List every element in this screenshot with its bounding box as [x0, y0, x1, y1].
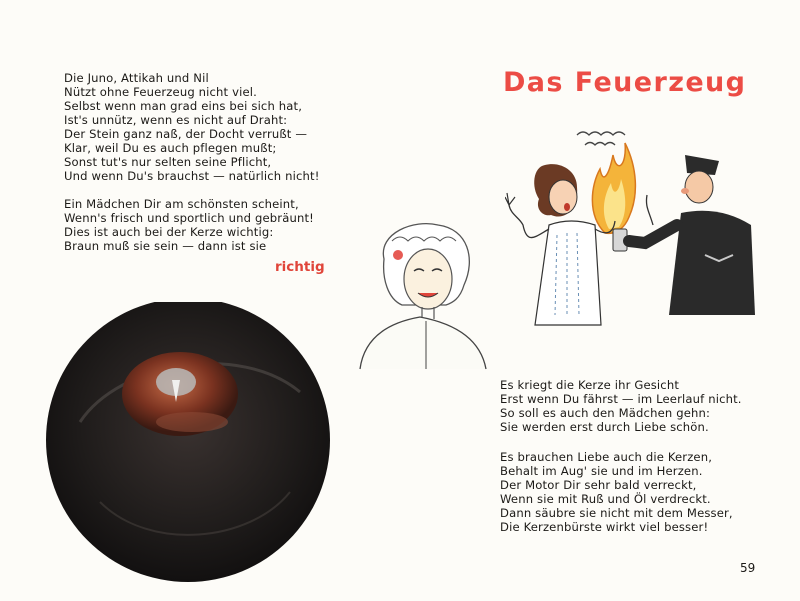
- poem-line: Sie werden erst durch Liebe schön.: [500, 420, 709, 434]
- poem-stanza: [64, 197, 314, 253]
- poem-line: Dann säubre sie nicht mit dem Messer,: [500, 506, 733, 520]
- poem-line: Der Stein ganz naß, der Docht verrußt —: [64, 127, 308, 141]
- poem-line: Es brauchen Liebe auch die Kerzen,: [500, 450, 713, 464]
- poem-stanza: [500, 378, 742, 434]
- poem-stanza: [64, 71, 320, 183]
- poem-line: Es kriegt die Kerze ihr Gesicht: [500, 378, 680, 392]
- poem-line: Ist's unnütz, wenn es nicht auf Draht:: [64, 113, 288, 127]
- poem-line: So soll es auch den Mädchen gehn:: [500, 406, 711, 420]
- woman-portrait-illustration: [356, 219, 492, 377]
- spark-plug-photo: [40, 302, 334, 582]
- page-number: 59: [740, 561, 756, 575]
- poem-line: Wenn sie mit Ruß und Öl verdreckt.: [500, 492, 711, 506]
- poem-line: Nützt ohne Feuerzeug nicht viel.: [64, 85, 257, 99]
- poem-line: Erst wenn Du fährst — im Leerlauf nicht.: [500, 392, 742, 406]
- poem-line: Ein Mädchen Dir am schönsten scheint,: [64, 197, 299, 211]
- flame-icon: [592, 143, 635, 233]
- soldier-figure: [629, 155, 755, 315]
- poem-line: Selbst wenn man grad eins bei sich hat,: [64, 99, 303, 113]
- poem-line: Und wenn Du's brauchst — natürlich nicht!: [64, 169, 320, 183]
- page-title: Das Feuerzeug: [503, 67, 747, 98]
- poem-line: Die Kerzenbürste wirkt viel besser!: [500, 520, 709, 534]
- poem-stanza: [500, 450, 733, 534]
- flower-icon: [393, 250, 403, 260]
- poem-line: Dies ist auch bei der Kerze wichtig:: [64, 225, 274, 239]
- lighter-scene-illustration: [505, 125, 763, 330]
- poem-line: Die Juno, Attikah und Nil: [64, 71, 209, 85]
- poem-line: Wenn's frisch und sportlich und gebräunt!: [64, 211, 314, 225]
- smoke-icon: [577, 132, 625, 145]
- poem-line: Klar, weil Du es auch pflegen mußt;: [64, 141, 277, 155]
- poem-line: Braun muß sie sein — dann ist sie: [64, 239, 267, 253]
- poem-line: Der Motor Dir sehr bald verreckt,: [500, 478, 697, 492]
- poem-line: Sonst tut's nur selten seine Pflicht,: [64, 155, 272, 169]
- accent-word: richtig: [275, 259, 325, 275]
- poem-line: Behalt im Aug' sie und im Herzen.: [500, 464, 703, 478]
